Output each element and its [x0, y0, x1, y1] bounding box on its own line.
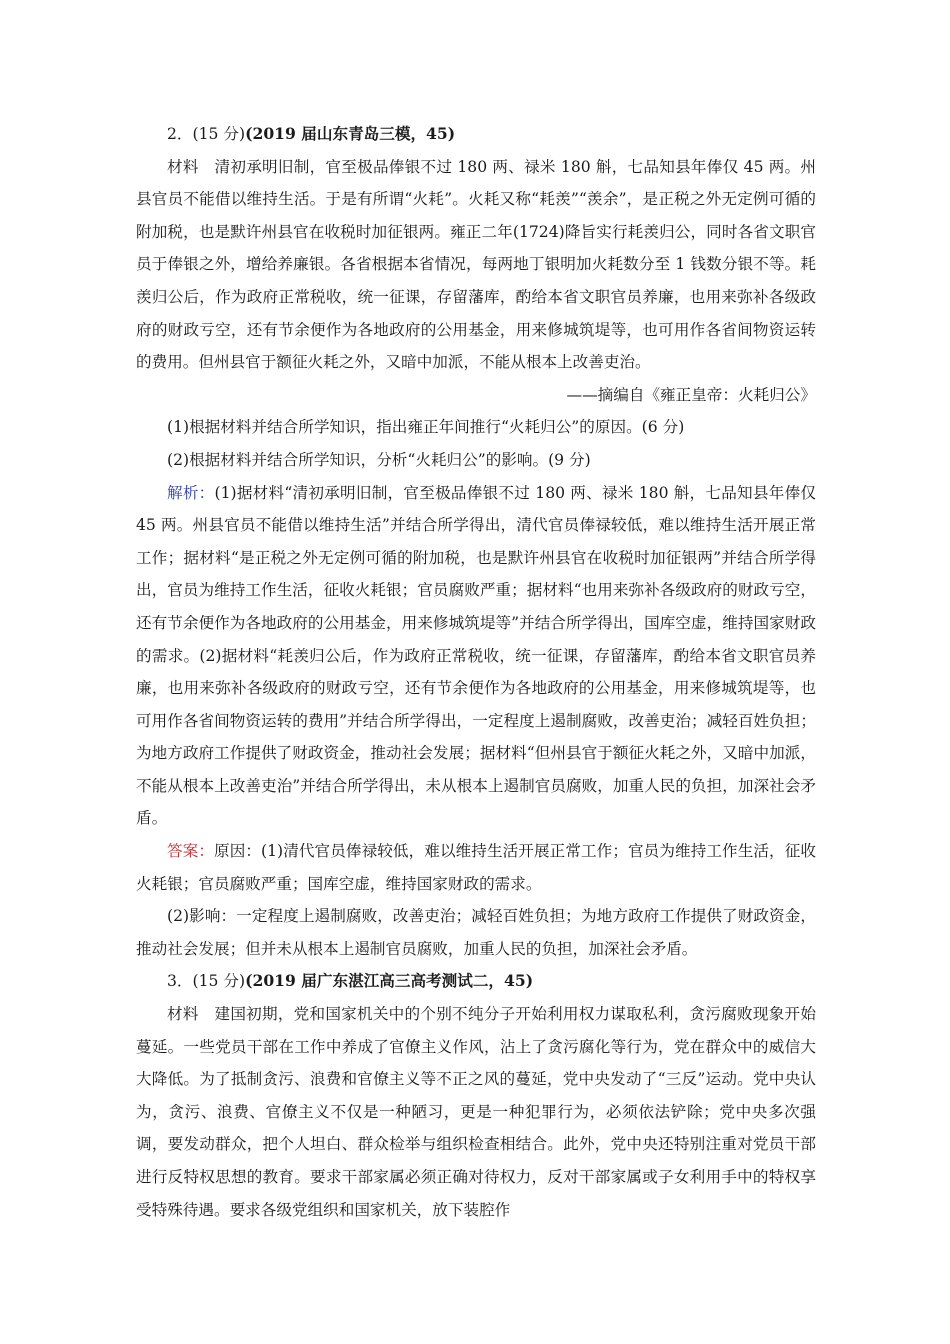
question-3-heading: 3．(15 分)(2019 届广东湛江高三高考测试二，45)	[167, 971, 534, 991]
answer-paragraph-2: (2)影响：一定程度上遏制腐败，改善吏治；减轻百姓负担；为地方政府工作提供了财政资金，推动社会发展；但并未从根本上遏制官员腐败，加重人民的负担，加深社会矛盾。	[136, 907, 816, 958]
question-2-source: 2019 届山东青岛三模，45	[252, 124, 448, 143]
material-text: 清初承明旧制，官至极品俸银不过 180 两、禄米 180 斛，七品知县年俸仅 45 两。州县官员不能借以维持生活。于是有所谓“火耗”。火耗又称“耗羡”“羡余”，是正税之外无定例可循的附加税，也是默许州县官在收税时加征银两。雍正二年(1724)降旨实行耗羡归公，同时各省文职官员于俸银之外，增给养廉银。各省根据本省情况，每两地丁银明加火耗数分至 1 钱数分银不等。耗羡归公后，作为政府正常税收，统一征课，存留藩库，酌给本省文职官员养廉，也用来弥补各级政府的财政亏空，还有节余便作为各地政府的公用基金，用来修城筑堤等，也可用作各省间物资运转的费用。但州县官于额征火耗之外，又暗中加派，不能从根本上改善吏治。	[136, 157, 816, 372]
material-label: 材料	[167, 1005, 199, 1024]
sub-question-2: (2)根据材料并结合所学知识，分析“火耗归公”的影响。(9 分)	[167, 450, 591, 469]
document-page	[136, 118, 816, 1226]
question-3-material	[136, 998, 816, 1226]
material-citation: ——摘编自《雍正皇帝：火耗归公》	[566, 385, 816, 404]
question-2-score: (15 分)	[192, 125, 246, 143]
question-3-score: (15 分)	[192, 972, 246, 991]
question-2-number: 2．	[167, 125, 193, 143]
answer-label: 答案：	[167, 842, 215, 861]
analysis-text: (1)据材料“清初承明旧制，官至极品俸银不过 180 两、禄米 180 斛，七品知县年俸仅 45 两。州县官员不能借以维持生活”并结合所学得出，清代官员俸禄较低，难以维持生活开展正常工作；据材料“是正税之外无定例可循的附加税，也是默许州县官在收税时加征银两”并结合所学得出，官员为维持工作生活，征收火耗银；官员腐败严重；据材料“也用来弥补各级政府的财政亏空，还有节余便作为各地政府的公用基金，用来修城筑堤等”并结合所学得出，国库空虚，维持国家财政的需求。(2)据材料“耗羡归公后，作为政府正常税收，统一征课，存留藩库，酌给本省文职官员养廉，也用来弥补各级政府的财政亏空，还有节余便作为各地政府的公用基金，用来修城筑堤等，也可用作各省间物资运转的费用”并结合所学得出，一定程度上遏制腐败，改善吏治；减轻百姓负担；为地方政府工作提供了财政资金，推动社会发展；据材料“但州县官于额征火耗之外，又暗中加派，不能从根本上改善吏治”并结合所学得出，未从根本上遏制官员腐败，加重人民的负担，加深社会矛盾。	[136, 483, 816, 828]
answer-text-1: 原因：(1)清代官员俸禄较低，难以维持生活开展正常工作；官员为维持工作生活，征收火耗银；官员腐败严重；国库空虚，维持国家财政的需求。	[136, 842, 816, 893]
question-3-source: 2019 届广东湛江高三高考测试二，45	[252, 971, 526, 991]
material-label: 材料	[167, 157, 199, 176]
sub-question-1: (1)根据材料并结合所学知识，指出雍正年间推行“火耗归公”的原因。(6 分)	[167, 418, 685, 437]
question-2-material	[136, 151, 816, 379]
answer-paragraph-1	[136, 835, 816, 900]
question-3-number: 3．	[167, 972, 193, 991]
analysis-label: 解析：	[167, 483, 215, 502]
question-2-heading: 2．(15 分)(2019 届山东青岛三模，45)	[167, 124, 456, 143]
analysis-paragraph	[136, 477, 816, 836]
material-text: 建国初期，党和国家机关中的个别不纯分子开始利用权力谋取私利，贪污腐败现象开始蔓延。一些党员干部在工作中养成了官僚主义作风，沾上了贪污腐化等行为，党在群众中的威信大大降低。为了抵制贪污、浪费和官僚主义等不正之风的蔓延，党中央发动了“三反”运动。党中央认为，贪污、浪费、官僚主义不仅是一种陋习，更是一种犯罪行为，必须依法铲除；党中央多次强调，要发动群众，把个人坦白、群众检举与组织检查相结合。此外，党中央还特别注重对党员干部进行反特权思想的教育。要求干部家属必须正确对待权力，反对干部家属或子女利用手中的特权享受特殊待遇。要求各级党组织和国家机关，放下装腔作	[136, 1005, 816, 1219]
